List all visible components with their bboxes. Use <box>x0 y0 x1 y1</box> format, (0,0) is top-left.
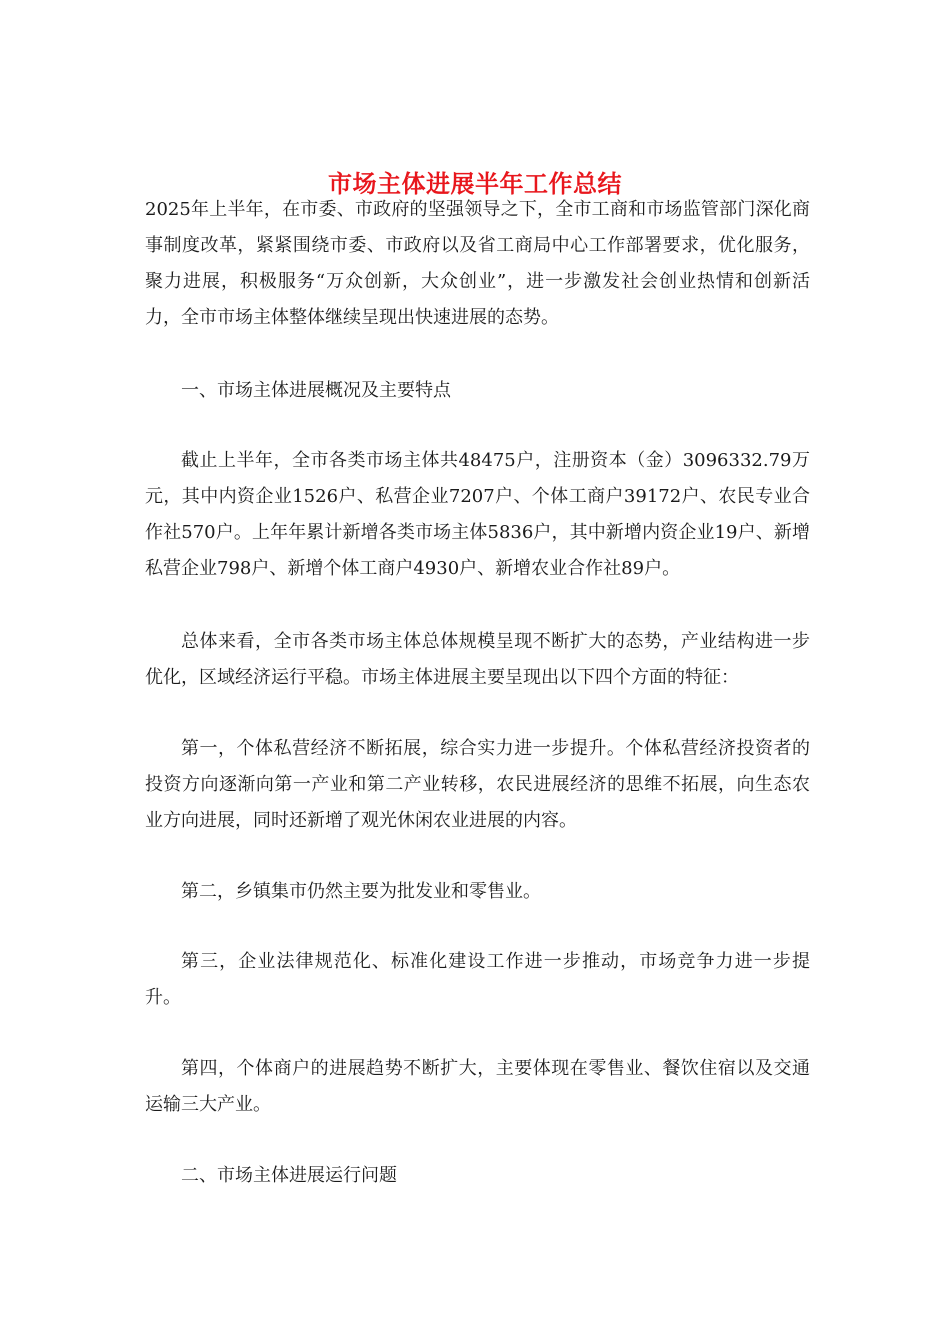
document-title: 市场主体进展半年工作总结 <box>328 169 622 199</box>
feature-4-paragraph: 第四，个体商户的进展趋势不断扩大，主要体现在零售业、餐饮住宿以及交通运输三大产业。 <box>145 1058 810 1115</box>
summary-paragraph: 总体来看，全市各类市场主体总体规模呈现不断扩大的态势，产业结构进一步优化，区域经济运行平稳。市场主体进展主要呈现出以下四个方面的特征： <box>145 631 810 688</box>
overview-paragraph: 截止上半年，全市各类市场主体共48475户，注册资本（金）3096332.79万元，其中内资企业1526户、私营企业7207户、个体工商户39172户、农民专业合作社570户。上年年累计新增各类市场主体5836户，其中新增内资企业19户、新增私营企业798户、新增个体工商户4930户、新增农业合作社89户。 <box>145 450 810 579</box>
section-heading-1: 一、市场主体进展概况及主要特点 <box>181 380 451 401</box>
section-heading-2: 二、市场主体进展运行问题 <box>181 1165 397 1186</box>
feature-3-paragraph: 第三，企业法律规范化、标准化建设工作进一步推动，市场竞争力进一步提升。 <box>145 951 810 1008</box>
feature-1-paragraph: 第一，个体私营经济不断拓展，综合实力进一步提升。个体私营经济投资者的投资方向逐渐向第一产业和第二产业转移，农民进展经济的思维不拓展，向生态农业方向进展，同时还新增了观光休闲农业进展的内容。 <box>145 738 810 831</box>
feature-2-paragraph: 第二，乡镇集市仍然主要为批发业和零售业。 <box>181 881 541 902</box>
intro-paragraph: 2025年上半年，在市委、市政府的坚强领导之下，全市工商和市场监管部门深化商事制度改革，紧紧围绕市委、市政府以及省工商局中心工作部署要求，优化服务，聚力进展，积极服务“万众创新，大众创业”，进一步激发社会创业热情和创新活力，全市市场主体整体继续呈现出快速进展的态势。 <box>145 199 810 328</box>
